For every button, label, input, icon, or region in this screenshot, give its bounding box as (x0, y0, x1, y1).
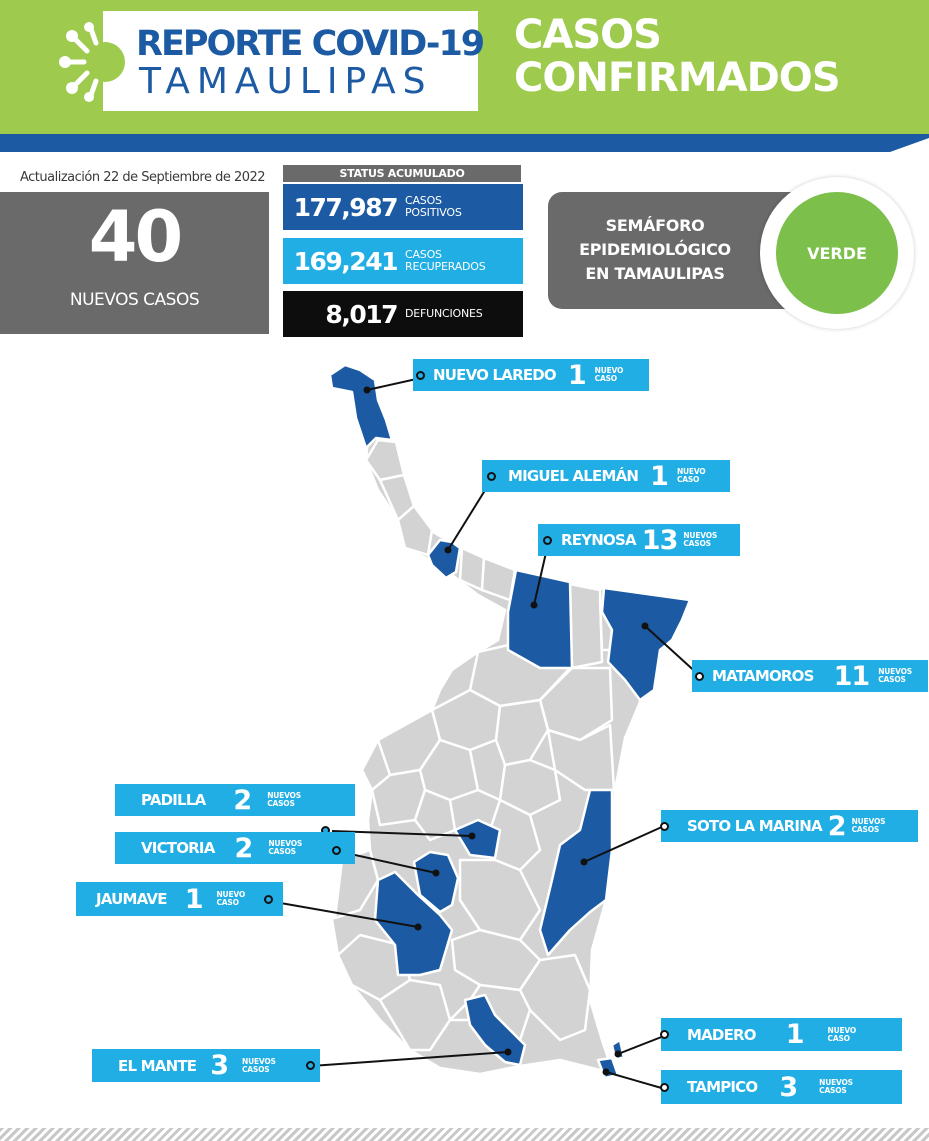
callout-dot (543, 536, 552, 545)
callout-dot (332, 846, 341, 855)
callout-name: MADERO (687, 1025, 756, 1044)
semaforo-label: SEMÁFORO EPIDEMIOLÓGICO EN TAMAULIPAS (579, 216, 731, 283)
update-date: Actualización 22 de Septiembre de 2022 (20, 170, 266, 185)
callout-dot (660, 1030, 669, 1039)
callout-count: 1 (184, 883, 203, 915)
callout-count: 2 (234, 832, 253, 864)
callout-name: VICTORIA (141, 839, 215, 857)
stat-deaths-value: 8,017 (325, 299, 397, 329)
status-header: STATUS ACUMULADO (283, 165, 521, 182)
new-cases-value: 40 (88, 196, 181, 278)
callout-name: SOTO LA MARINA (687, 817, 822, 835)
stat-positive-value: 177,987 (293, 192, 397, 222)
callout-count: 13 (641, 524, 678, 556)
callout-name: EL MANTE (118, 1056, 197, 1075)
callout-padilla (115, 784, 355, 816)
callout-name: PADILLA (141, 791, 206, 809)
map-nuevo-laredo (330, 365, 392, 448)
callout-unit: NUEVOS CASOS (683, 531, 718, 548)
callout-dot (487, 472, 496, 481)
stat-positive-label: CASOS POSITIVOS (405, 194, 462, 219)
callout-unit: NUEVO CASO (594, 366, 624, 383)
callout-dot (264, 895, 273, 904)
callout-name: JAUMAVE (96, 890, 167, 908)
title-line-1: CASOS (514, 12, 661, 58)
callout-count: 1 (785, 1019, 804, 1050)
callout-victoria (115, 832, 355, 864)
callout-name: NUEVO LAREDO (433, 366, 556, 384)
callout-tampico (661, 1070, 902, 1104)
callout-unit: NUEVO CASO (676, 467, 706, 484)
logo-subtitle: TAMAULIPAS (139, 61, 433, 102)
callout-madero (661, 1018, 902, 1051)
new-cases-label: NUEVOS CASOS (69, 290, 200, 310)
callout-name: MATAMOROS (712, 667, 814, 685)
callout-count: 11 (833, 660, 870, 692)
callout-matamoros (692, 660, 928, 692)
callout-count: 3 (779, 1071, 798, 1103)
callout-unit: NUEVO CASO (216, 890, 246, 907)
callout-unit: NUEVOS CASOS (268, 839, 303, 856)
stat-recovered-value: 169,241 (293, 246, 397, 276)
map-reynosa (508, 570, 572, 668)
callout-dot (416, 371, 425, 380)
callout-unit: NUEVOS CASOS (851, 817, 886, 834)
callout-unit: NUEVOS CASOS (878, 667, 912, 684)
callout-name: REYNOSA (561, 531, 636, 549)
callout-unit: NUEVOS CASOS (267, 791, 301, 808)
callout-dot (660, 822, 669, 831)
bottom-hatch-strip (0, 1128, 929, 1141)
callout-dot (306, 1061, 315, 1070)
callout-reynosa (538, 524, 740, 556)
callout-unit: NUEVO CASO (827, 1025, 857, 1043)
callout-unit: NUEVOS CASOS (242, 1056, 276, 1074)
callout-el-mante (92, 1049, 320, 1082)
callout-dot (660, 1083, 669, 1092)
callout-nuevo-laredo (413, 359, 649, 391)
callout-dot (695, 672, 704, 681)
logo-title: REPORTE COVID-19 (136, 24, 484, 64)
callout-miguel-aleman (482, 460, 730, 492)
title-line-2: CONFIRMADOS (514, 55, 840, 101)
semaforo-status: VERDE (807, 243, 867, 263)
callout-name: TAMPICO (687, 1078, 758, 1096)
callout-unit: NUEVOS CASOS (819, 1078, 853, 1095)
stat-recovered-label: CASOS RECUPERADOS (405, 248, 486, 273)
callout-name: MIGUEL ALEMÁN (508, 467, 639, 485)
callout-count: 3 (210, 1050, 228, 1081)
callout-count: 1 (567, 359, 586, 391)
callout-soto-la-marina (661, 810, 918, 842)
stat-deaths-label: DEFUNCIONES (405, 307, 483, 320)
callout-jaumave (76, 882, 283, 916)
callout-count: 1 (650, 460, 668, 492)
callout-count: 2 (233, 784, 252, 816)
callout-count: 2 (827, 810, 846, 842)
